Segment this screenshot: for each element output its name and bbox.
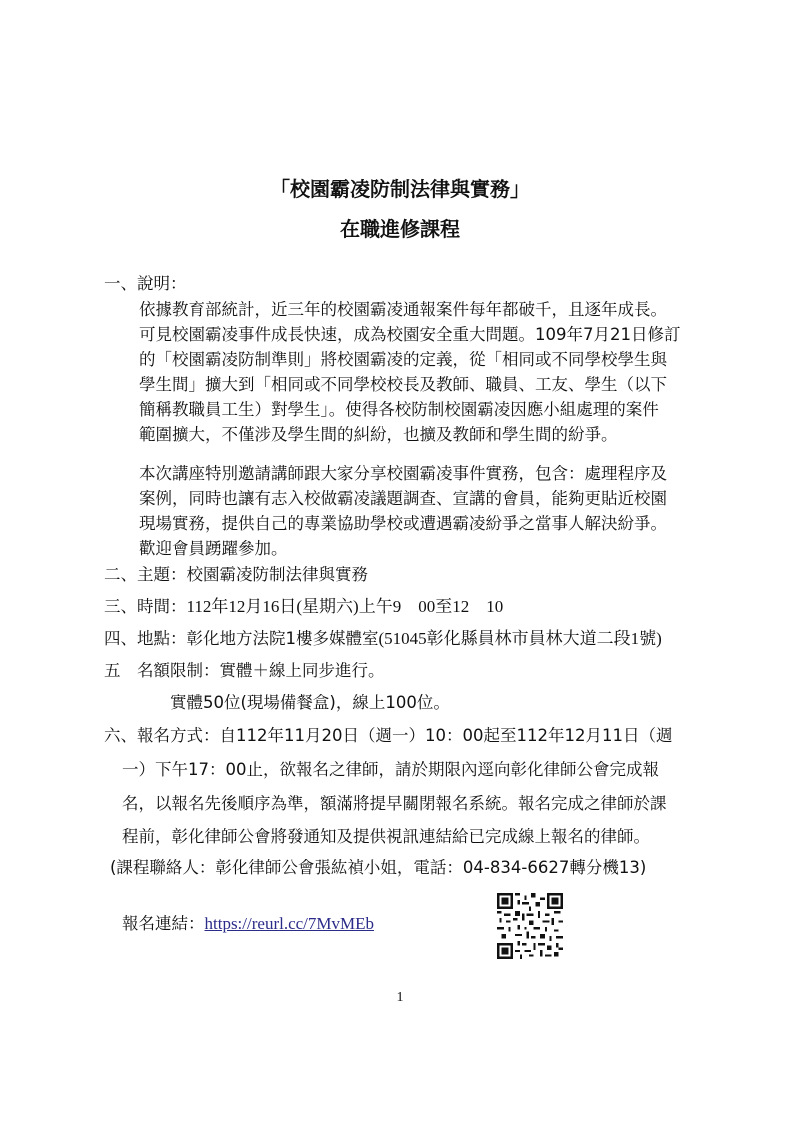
signup-link[interactable]: https://reurl.cc/7MvMEb <box>204 914 375 933</box>
para2-line: 歡迎會員踴躍參加。 <box>139 539 288 558</box>
section-1-heading: 一、說明： <box>104 274 187 293</box>
para2-line: 現場實務，提供自己的專業協助學校或遭遇霸凌紛爭之當事人解決紛爭。 <box>139 514 667 533</box>
section-4-location <box>104 628 662 650</box>
registration-line: 程前，彰化律師公會將發通知及提供視訊連結給已完成線上報名的律師。 <box>122 827 650 846</box>
location-address: (51045彰化縣員林市員林大道二段1號) <box>378 629 662 648</box>
page-number: 1 <box>396 990 404 1005</box>
para2-line: 案例，同時也讓有志入校做霸凌議題調查、宣講的會員，能夠更貼近校園 <box>139 489 667 508</box>
para1-line: 學生間」擴大到「相同或不同學校校長及教師、職員、工友、學生（以下 <box>139 375 667 394</box>
signup-label: 報名連結： <box>122 914 205 933</box>
time-value: 112年12月16日(星期六)上午9 00至12 10 <box>186 597 504 616</box>
para1-line: 可見校園霸凌事件成長快速，成為校園安全重大問題。109年7月21日修訂 <box>139 325 681 344</box>
registration-line: 一）下午17：00止，欲報名之律師，請於期限內逕向彰化律師公會完成報 <box>122 760 659 779</box>
para1-line: 依據教育部統計，近三年的校園霸凌通報案件每年都破千，且逐年成長。 <box>139 300 667 319</box>
time-label: 三、時間： <box>104 597 187 616</box>
section-2-topic: 二、主題：校園霸凌防制法律與實務 <box>104 565 368 584</box>
section-5-quota: 五 名額限制：實體＋線上同步進行。 <box>104 661 385 680</box>
document-title: 「校園霸凌防制法律與實務」 <box>270 177 530 201</box>
contact-line: (課程聯絡人：彰化律師公會張紘禎小姐，電話：04-834-6627轉分機13) <box>110 858 647 877</box>
section-6-registration: 六、報名方式：自112年11月20日（週一）10：00起至112年12月11日（週 <box>104 726 673 745</box>
qr-code-icon <box>497 893 563 959</box>
location-label: 四、地點：彰化地方法院1樓多媒體室 <box>104 629 379 648</box>
signup-row <box>122 913 374 935</box>
registration-line: 名，以報名先後順序為準，額滿將提早關閉報名系統。報名完成之律師於課 <box>122 794 667 813</box>
para1-line: 簡稱教職員工生）對學生」。使得各校防制校園霸凌因應小組處理的案件 <box>139 400 659 419</box>
quota-detail: 實體50位(現場備餐盒)，線上100位。 <box>170 693 450 712</box>
section-3-time <box>104 596 503 618</box>
para1-line: 範圍擴大，不僅涉及學生間的糾紛，也擴及教師和學生間的紛爭。 <box>139 425 618 444</box>
para2-line: 本次講座特別邀請講師跟大家分享校園霸凌事件實務，包含：處理程序及 <box>139 464 667 483</box>
document-subtitle: 在職進修課程 <box>340 217 460 241</box>
para1-line: 的「校園霸凌防制準則」將校園霸凌的定義，從「相同或不同學校學生與 <box>139 350 667 369</box>
